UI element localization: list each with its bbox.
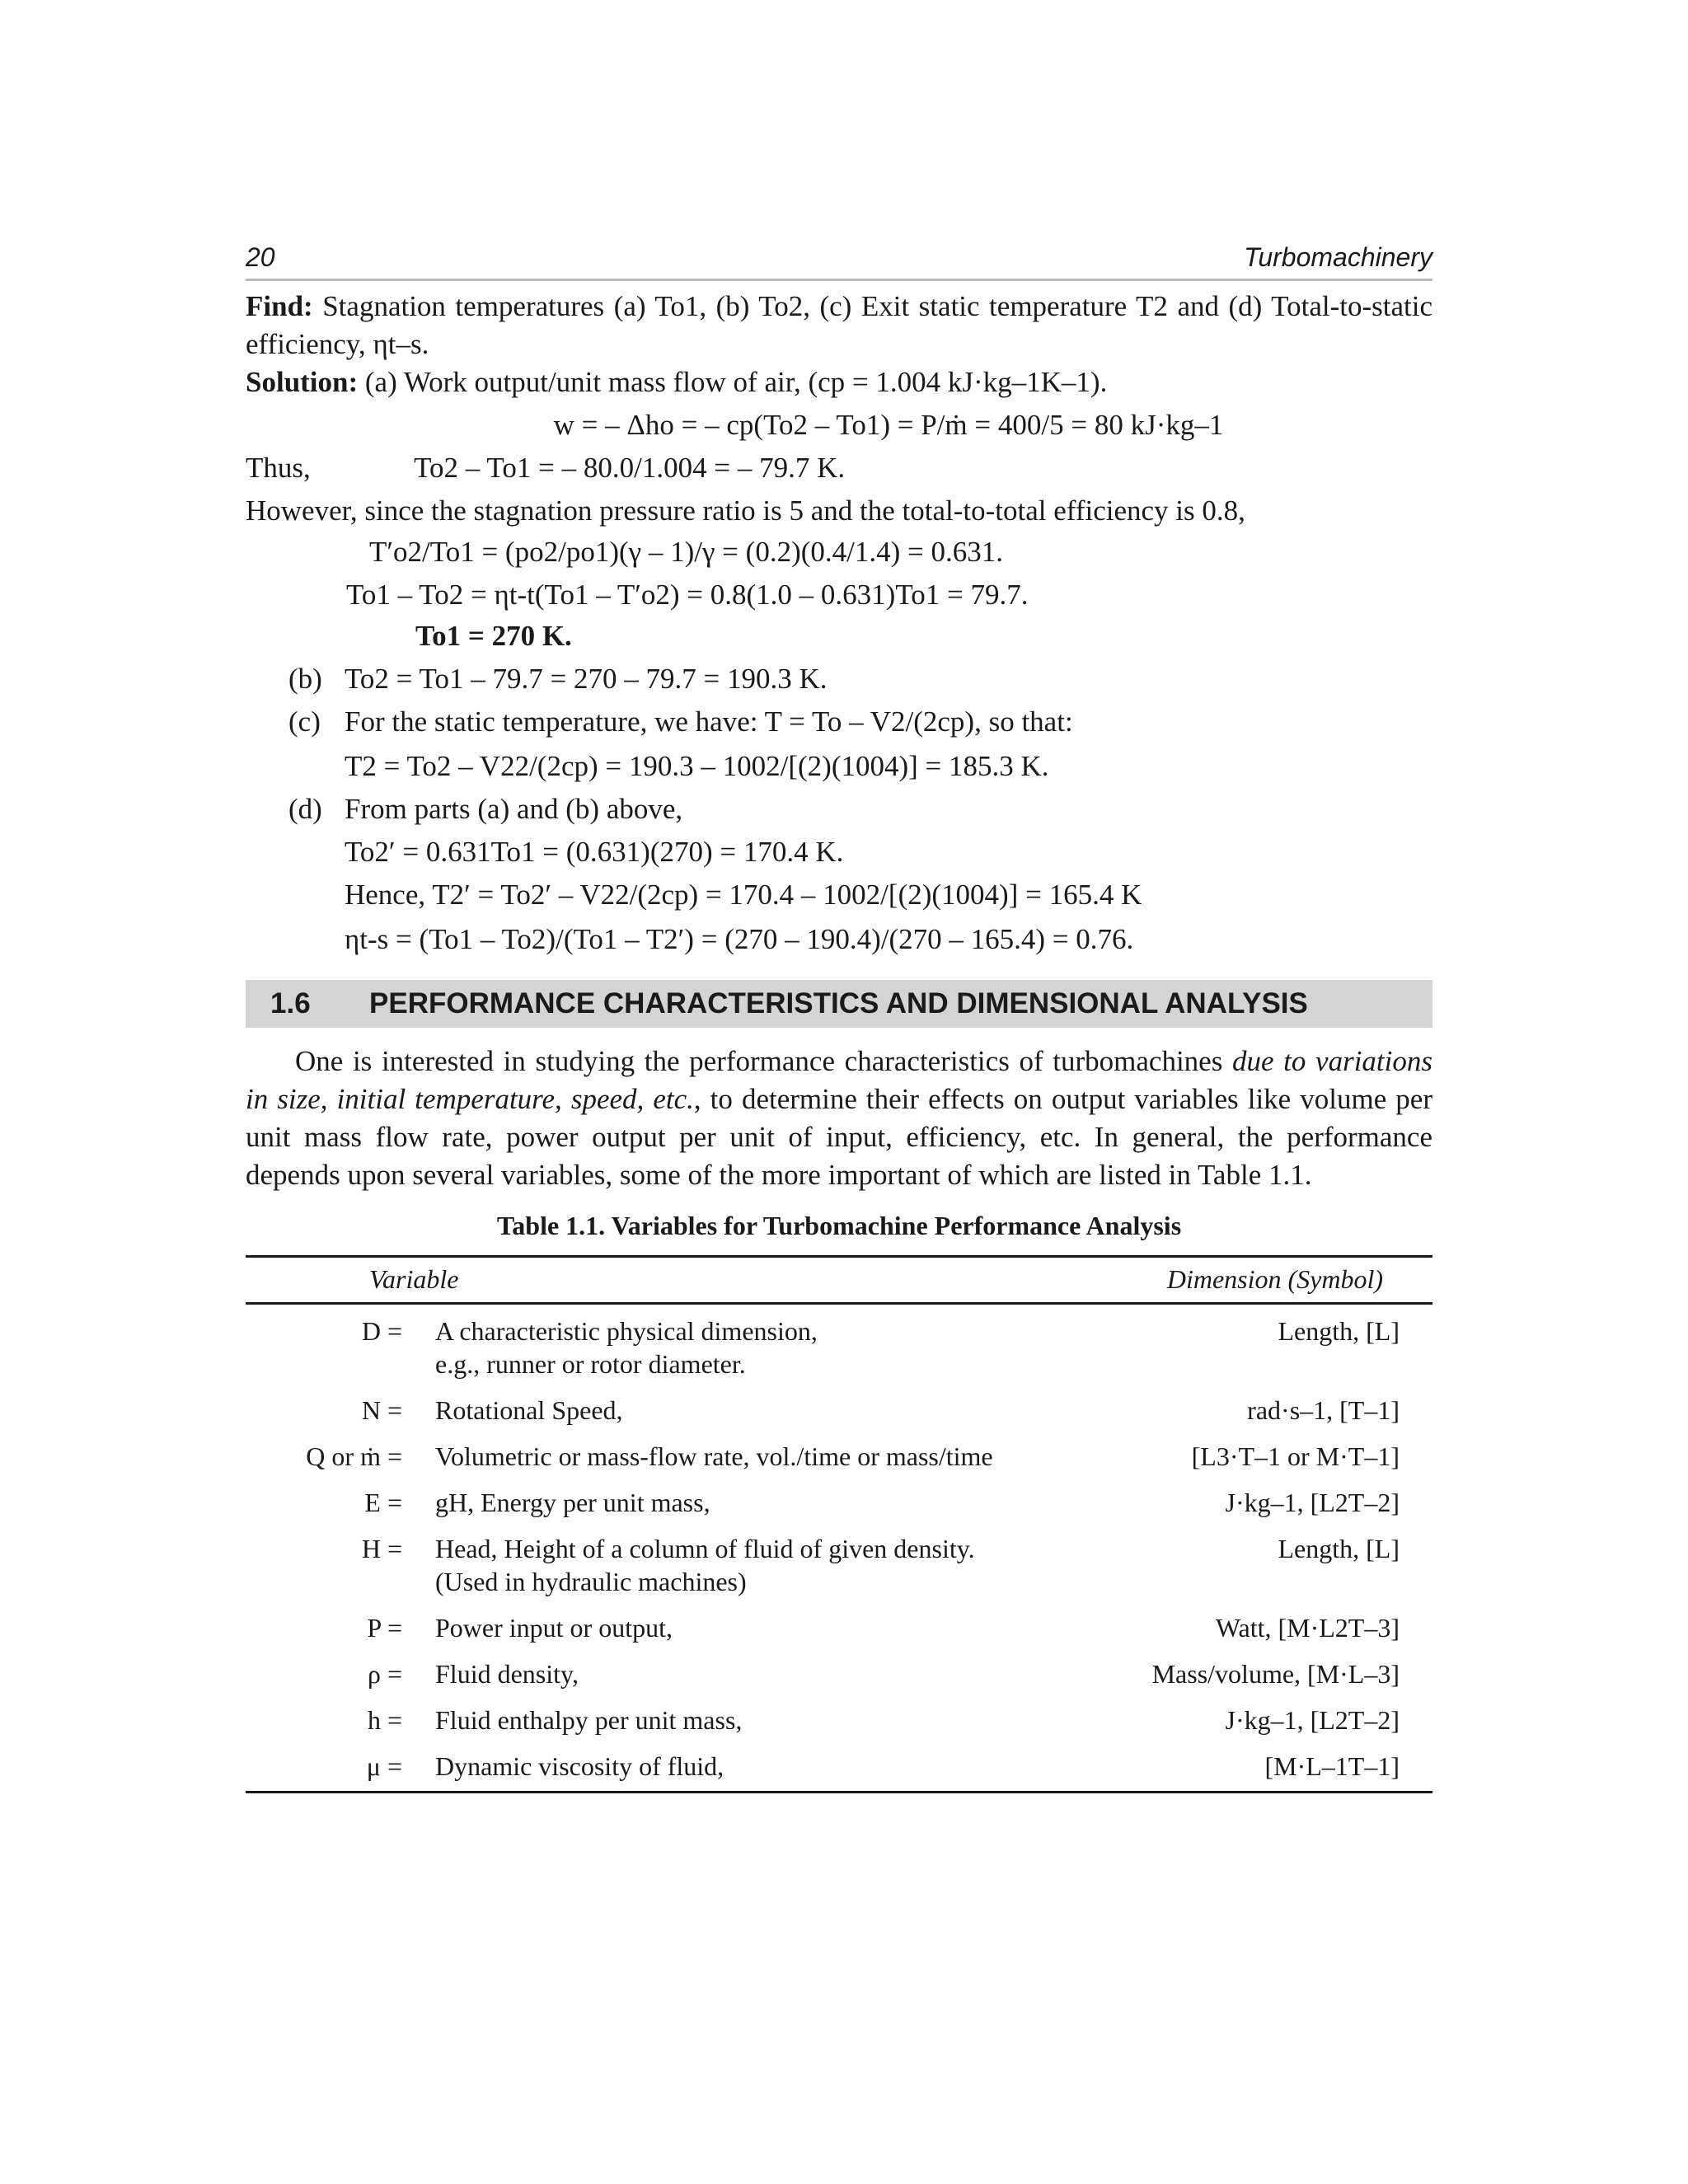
equation-to1 xyxy=(246,617,1432,655)
description-line: Power input or output, xyxy=(435,1613,673,1643)
part-c-line-1: For the static temperature, we have: T = To – V2/(2cp), so that: xyxy=(345,705,1073,738)
description-line-2: (Used in hydraulic machines) xyxy=(435,1567,747,1596)
table-cell-dimension: J·kg–1, [L2T–2] xyxy=(1225,1488,1400,1517)
description-line: Head, Height of a column of fluid of given density. xyxy=(435,1534,975,1563)
table-header-variable: Variable xyxy=(246,1257,1099,1304)
table-cell-symbol: Q or ṁ = xyxy=(306,1441,402,1471)
table-cell-symbol: N = xyxy=(361,1395,402,1425)
equation-thus-row xyxy=(246,449,1432,487)
table-cell-symbol: D = xyxy=(361,1316,402,1346)
description-line: Volumetric or mass-flow rate, vol./time or mass/time xyxy=(435,1441,993,1471)
however-paragraph: However, since the stagnation pressure ratio is 5 and the total-to-total efficiency is 0.8, xyxy=(246,494,1245,527)
table-body xyxy=(246,1304,1432,1793)
table-row xyxy=(246,1304,1432,1388)
page-number: 20 xyxy=(246,242,275,272)
table-cell-symbol: μ = xyxy=(246,1743,435,1793)
table-cell-description xyxy=(435,1697,1099,1743)
table-cell-dimension: Length, [L] xyxy=(1278,1316,1400,1346)
equation-efficiency: To1 – To2 = ηt-t(To1 – T′o2) = 0.8(1.0 – 0.631)To1 = 79.7. xyxy=(346,579,1029,611)
table-header-dimension: Dimension (Symbol) xyxy=(1099,1257,1432,1304)
solution-label: Solution: xyxy=(246,366,359,398)
body-paragraph xyxy=(246,1043,1432,1194)
table-cell-dimension: Watt, [M·L2T–3] xyxy=(1215,1613,1400,1643)
table-cell-symbol: ρ = xyxy=(367,1659,402,1689)
table-cell-description xyxy=(435,1605,1099,1651)
table-cell-dimension: rad·s–1, [T–1] xyxy=(1247,1395,1400,1425)
body-text-italic: due to variations in size, initial temperature, speed, etc. xyxy=(246,1045,1432,1115)
part-c-marker: (c) xyxy=(288,705,321,738)
equation-thus: To2 – To1 = – 80.0/1.004 = – 79.7 K. xyxy=(414,452,846,484)
part-d-line-3: Hence, T2′ = To2′ – V22/(2cp) = 170.4 – 1002/[(2)(1004)] = 165.4 K xyxy=(345,879,1142,911)
page xyxy=(246,241,1432,1793)
table-cell-dimension: Length, [L] xyxy=(1278,1534,1400,1563)
description-line: Fluid enthalpy per unit mass, xyxy=(435,1705,743,1735)
table-row xyxy=(246,1479,1432,1526)
description-line-2: e.g., runner or rotor diameter. xyxy=(435,1349,746,1379)
table-cell-description xyxy=(435,1479,1099,1526)
equation-to1-text: To1 = 270 K. xyxy=(415,620,572,652)
part-d-line-4: ηt-s = (To1 – To2)/(To1 – T2′) = (270 – 190.4)/(270 – 165.4) = 0.76. xyxy=(345,923,1134,955)
table-cell-description xyxy=(435,1387,1099,1433)
running-title: Turbomachinery xyxy=(1244,242,1432,272)
description-line: Dynamic viscosity of fluid, xyxy=(435,1751,724,1781)
table-row xyxy=(246,1526,1432,1605)
body-text-start: One is interested in studying the performance characteristics of turbomachines xyxy=(295,1045,1232,1077)
table-cell-dimension: J·kg–1, [L2T–2] xyxy=(1225,1705,1400,1735)
find-label: Find: xyxy=(246,290,313,322)
part-d-line-1: From parts (a) and (b) above, xyxy=(345,793,683,825)
table-row xyxy=(246,1697,1432,1743)
part-b-marker: (b) xyxy=(288,663,322,695)
find-text: Stagnation temperatures (a) To1, (b) To2, (c) Exit static temperature T2 and (d) Total-to-static efficiency, ηt–s. xyxy=(246,290,1432,360)
solution-paragraph xyxy=(246,363,1432,401)
part-b xyxy=(246,660,1432,698)
table-cell-description xyxy=(435,1304,1099,1388)
description-line: Rotational Speed, xyxy=(435,1395,623,1425)
section-number: 1.6 xyxy=(270,987,311,1019)
table-row xyxy=(246,1387,1432,1433)
table-row xyxy=(246,1605,1432,1651)
part-b-text: To2 = To1 – 79.7 = 270 – 79.7 = 190.3 K. xyxy=(345,663,828,695)
variables-table xyxy=(246,1255,1432,1793)
running-header xyxy=(246,241,1432,281)
table-cell-symbol: E = xyxy=(364,1488,402,1517)
table-header-row xyxy=(246,1257,1432,1304)
equation-work: w = – Δho = – cp(To2 – To1) = P/ṁ = 400/5 = 80 kJ·kg–1 xyxy=(553,409,1224,441)
table-cell-description xyxy=(435,1743,1099,1793)
part-d xyxy=(246,790,1432,958)
part-c xyxy=(246,703,1432,785)
table-row xyxy=(246,1743,1432,1793)
table-cell-symbol: P = xyxy=(367,1613,402,1643)
table-cell-description xyxy=(435,1651,1099,1697)
section-heading xyxy=(246,980,1432,1028)
body-text-end: , to determine their effects on output variables like volume per unit mass flow rate, power output per unit of input, efficiency, etc. In general, the performance depends upon several variables, some of the more important of which are listed in Table 1.1. xyxy=(246,1083,1432,1191)
table-cell-dimension: Mass/volume, [M·L–3] xyxy=(1151,1659,1400,1689)
table-caption: Table 1.1. Variables for Turbomachine Performance Analysis xyxy=(496,1211,1182,1240)
solution-text: (a) Work output/unit mass flow of air, (cp = 1.004 kJ·kg–1K–1). xyxy=(364,366,1108,398)
table-row xyxy=(246,1651,1432,1697)
table-cell-symbol: h = xyxy=(367,1705,402,1735)
table-cell-dimension: [M·L–1T–1] xyxy=(1099,1743,1432,1793)
thus-label: Thus, xyxy=(246,452,311,484)
find-paragraph xyxy=(246,288,1432,363)
equation-ratio: T′o2/To1 = (po2/po1)(γ – 1)/γ = (0.2)(0.4/1.4) = 0.631. xyxy=(369,536,1004,568)
table-cell-description xyxy=(435,1433,1099,1479)
part-d-line-2: To2′ = 0.631To1 = (0.631)(270) = 170.4 K. xyxy=(345,836,844,868)
part-c-line-2: T2 = To2 – V22/(2cp) = 190.3 – 1002/[(2)(1004)] = 185.3 K. xyxy=(345,750,1049,782)
table-row xyxy=(246,1433,1432,1479)
description-line: gH, Energy per unit mass, xyxy=(435,1488,710,1517)
table-cell-symbol: H = xyxy=(361,1534,402,1563)
description-line: A characteristic physical dimension, xyxy=(435,1316,818,1346)
description-line: Fluid density, xyxy=(435,1659,579,1689)
section-title: PERFORMANCE CHARACTERISTICS AND DIMENSIONAL ANALYSIS xyxy=(369,987,1308,1019)
table-cell-dimension: [L3·T–1 or M·T–1] xyxy=(1191,1441,1400,1471)
table-cell-description xyxy=(435,1526,1099,1605)
part-d-marker: (d) xyxy=(288,793,322,825)
